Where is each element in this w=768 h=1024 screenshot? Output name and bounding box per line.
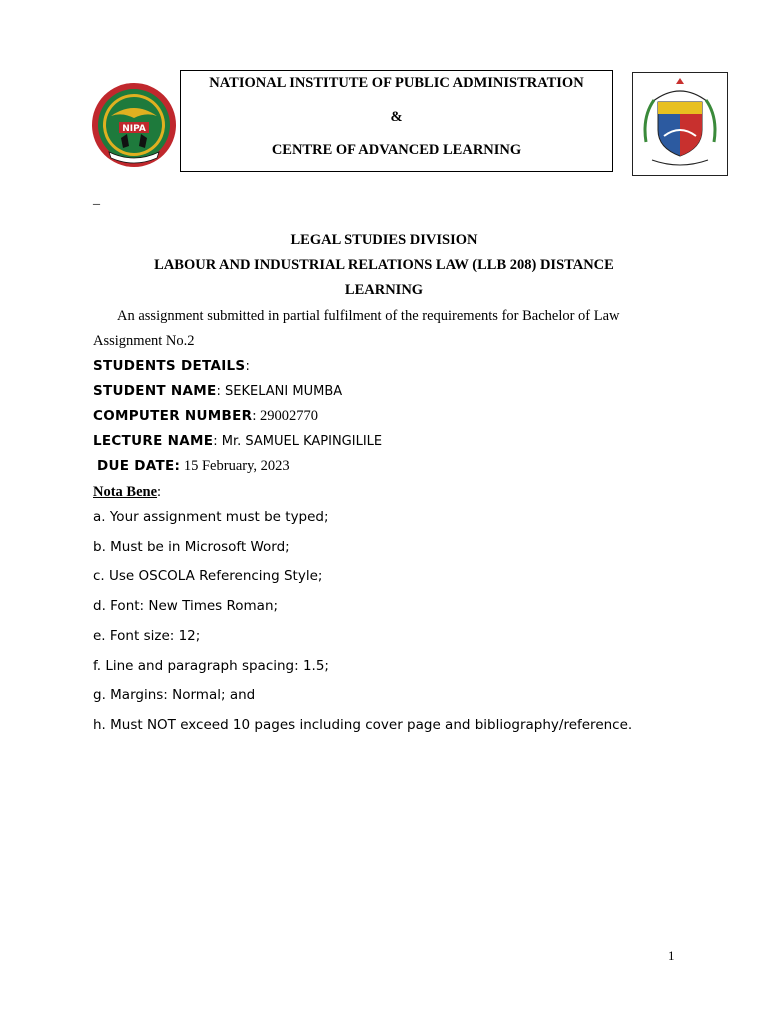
computer-number-row: COMPUTER NUMBER: 29002770 <box>93 408 318 424</box>
rule-item: h. Must NOT exceed 10 pages including cover page and bibliography/reference. <box>93 717 633 733</box>
division-title: LEGAL STUDIES DIVISION <box>290 232 478 248</box>
stray-underscore: _ <box>93 192 100 207</box>
svg-text:NIPA: NIPA <box>122 124 146 134</box>
ampersand: & <box>390 109 403 125</box>
lecture-name-row: LECTURE NAME: Mr. SAMUEL KAPINGILILE <box>93 433 383 449</box>
student-name-row: STUDENT NAME: SEKELANI MUMBA <box>93 383 343 399</box>
rule-item: f. Line and paragraph spacing: 1.5; <box>93 658 329 674</box>
course-title-line2: LEARNING <box>344 282 424 298</box>
nota-bene-heading: Nota Bene: <box>93 484 162 500</box>
header-box <box>180 70 613 172</box>
rule-item: a. Your assignment must be typed; <box>93 509 329 525</box>
students-details-heading: STUDENTS DETAILS: <box>93 358 250 374</box>
nipa-crest-icon <box>91 82 177 168</box>
rule-item: d. Font: New Times Roman; <box>93 598 279 614</box>
intro-line: An assignment submitted in partial fulfilment of the requirements for Bachelor of Law <box>117 308 620 324</box>
rule-item: b. Must be in Microsoft Word; <box>93 539 290 555</box>
rule-item: c. Use OSCOLA Referencing Style; <box>93 568 323 584</box>
rule-item: e. Font size: 12; <box>93 628 201 644</box>
due-date-row: DUE DATE: 15 February, 2023 <box>97 458 290 474</box>
assignment-number: Assignment No.2 <box>93 333 195 349</box>
centre-name: CENTRE OF ADVANCED LEARNING <box>271 142 522 158</box>
page-number: 1 <box>668 948 675 963</box>
institute-name: NATIONAL INSTITUTE OF PUBLIC ADMINISTRATION <box>209 75 584 91</box>
rule-item: g. Margins: Normal; and <box>93 687 256 703</box>
cal-shield-icon <box>632 72 728 176</box>
course-title-line1: LABOUR AND INDUSTRIAL RELATIONS LAW (LLB 208) DISTANCE <box>154 257 614 273</box>
